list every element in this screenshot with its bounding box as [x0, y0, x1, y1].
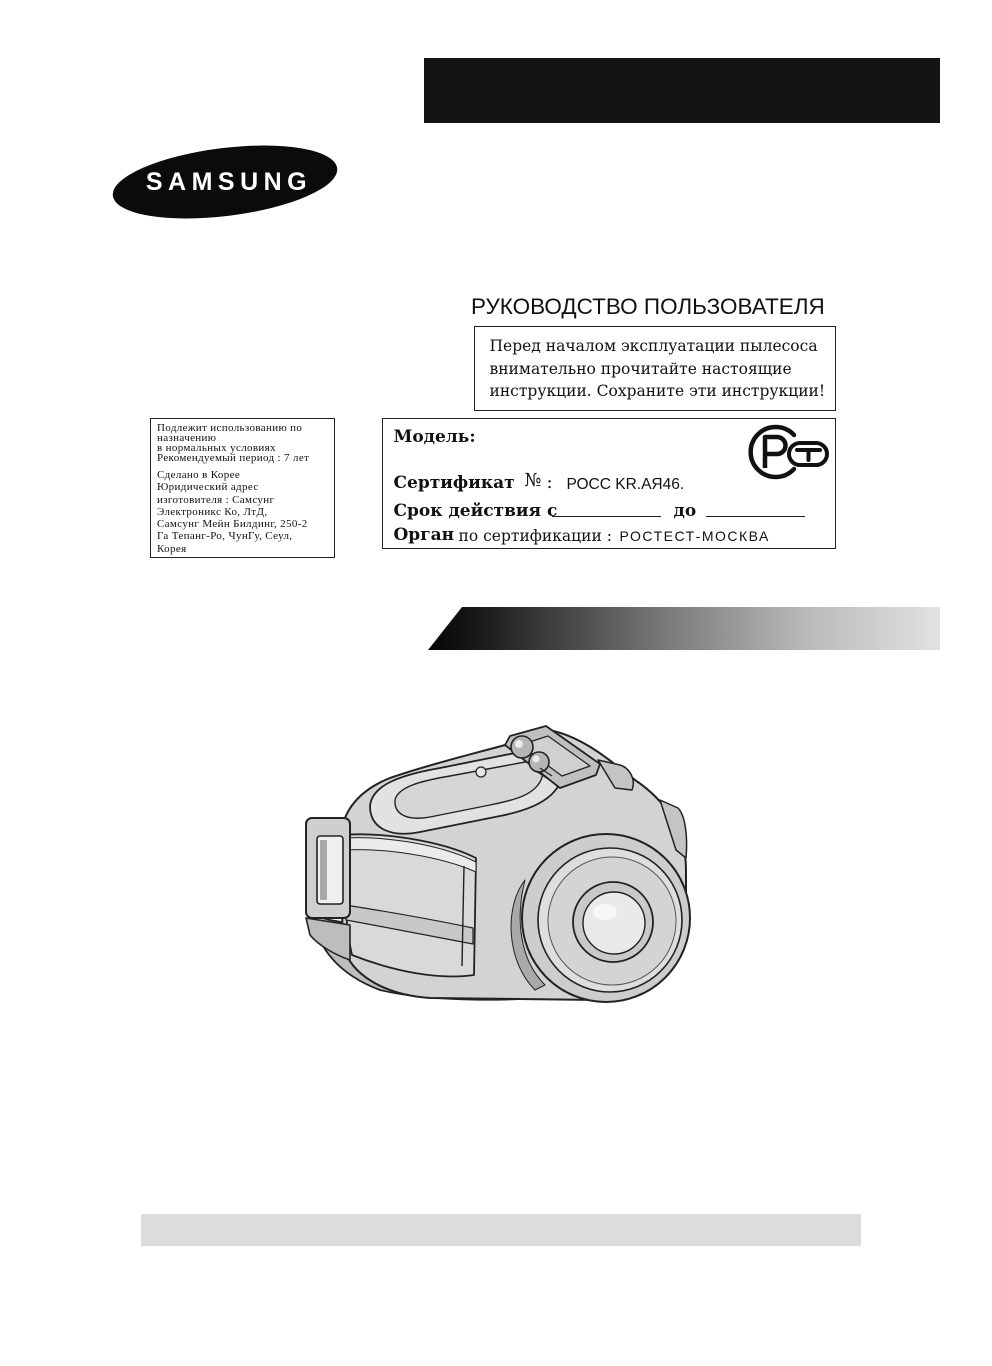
button-highlight [515, 740, 523, 748]
usage-line: Подлежит использованию по [157, 422, 303, 434]
certification-body-label-bold: Орган [393, 524, 455, 545]
logo-text: SAMSUNG [145, 168, 313, 196]
manufacturer-line: Корея [157, 542, 187, 555]
usage-line: в нормальных условиях [157, 442, 276, 454]
validity-to-blank [706, 516, 805, 517]
certification-body-label: по сертификации : [458, 526, 612, 545]
mark-p-letter [765, 437, 785, 468]
usage-line: Рекомендуемый период : 7 лет [157, 452, 310, 464]
notice-box [474, 326, 836, 411]
vacuum-indicator-dot [476, 767, 486, 777]
notice-line: внимательно прочитайте настоящие [489, 359, 792, 378]
manufacturer-line: Электроникс Ко, ЛтД, [157, 505, 268, 518]
page-title: РУКОВОДСТВО ПОЛЬЗОВАТЕЛЯ [471, 294, 825, 319]
samsung-logo [108, 140, 344, 224]
manufacturer-line: Сделано в Корее [157, 469, 241, 481]
vacuum-power-button [511, 736, 533, 758]
certificate-colon: : [546, 471, 553, 493]
rst-certification-mark-icon [746, 423, 832, 481]
notice-text [490, 335, 826, 403]
certification-body-name: РОСТЕСТ-МОСКВА [619, 527, 770, 544]
usage-line: назначению [157, 432, 217, 444]
model-label: Модель: [393, 426, 476, 447]
footer-gray-bar [141, 1214, 861, 1246]
manufacturer-line: Га Тепанг-Ро, ЧунГу, Сеул, [157, 530, 293, 543]
certificate-label: Сертификат [393, 472, 515, 493]
vacuum-cleaner-illustration [300, 715, 695, 1010]
vacuum-cord-button [529, 752, 549, 772]
certificate-number: РОСС KR.АЯ46. [566, 475, 685, 493]
notice-line: Перед началом эксплуатации пылесоса [489, 337, 818, 356]
validity-from-blank [552, 516, 661, 517]
usage-info-box [150, 418, 335, 558]
button-highlight [533, 756, 540, 763]
usage-conditions [157, 423, 309, 463]
number-sign: № [524, 469, 542, 491]
manufacturer-line: Юридический адрес [157, 481, 259, 494]
notice-line: инструкции. Сохраните эти инструкции! [489, 382, 826, 401]
vacuum-hose-opening-shadow [320, 840, 327, 900]
manufacturer-line: изготовителя : Самсунг [157, 493, 275, 506]
validity-label: Срок действия с [393, 500, 558, 521]
vacuum-wheel-hub-center [583, 892, 645, 954]
banner-shape [428, 607, 940, 650]
gradient-banner [428, 607, 940, 650]
top-black-bar [424, 58, 940, 123]
manufacturer-line: Самсунг Мейн Билдинг, 250-2 [157, 518, 308, 531]
manufacturer-info [157, 469, 308, 555]
validity-to-label: до [673, 500, 697, 521]
vacuum-wheel-highlight [593, 904, 617, 920]
